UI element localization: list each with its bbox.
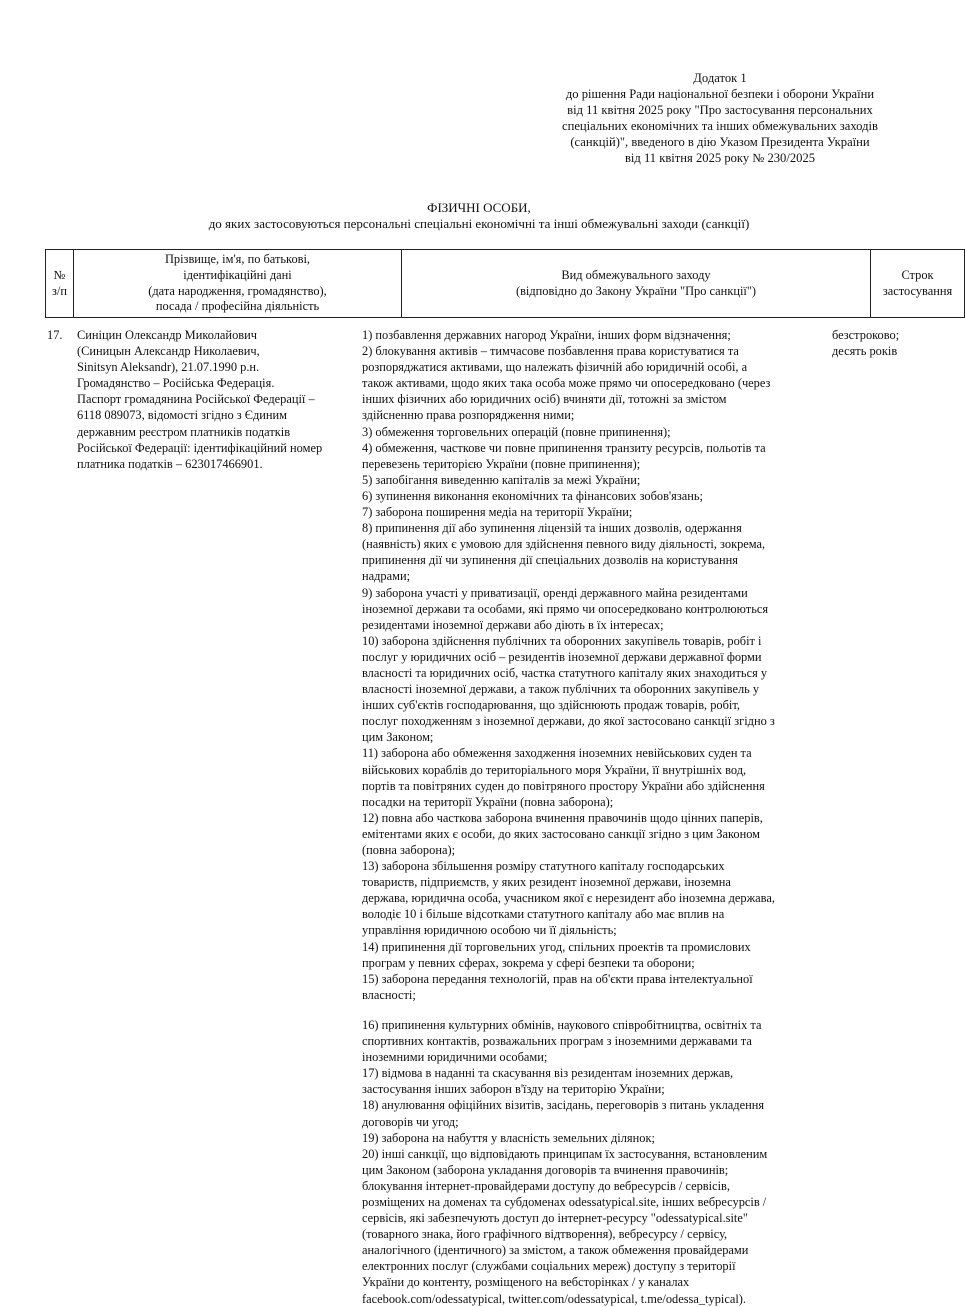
measure-line: військових кораблів до територіального моря України, її внутрішніх вод, xyxy=(362,762,747,777)
page-break-gap xyxy=(362,1003,842,1017)
measure-line: цим Законом (заборона укладання договорів та вчинення правочинів; xyxy=(362,1162,729,1177)
measure-line: іноземної держави та особами, які прямо чи опосередковано контролюються xyxy=(362,601,769,616)
header-number xyxy=(45,249,74,318)
person-line: Громадянство – Російська Федерація. xyxy=(77,376,275,391)
measure-line: 14) припинення дії торговельних угод, спільних проектів та промислових xyxy=(362,939,751,954)
measures-part-b xyxy=(362,1017,842,1307)
header-number-line: з/п xyxy=(52,283,67,298)
header-term-line: застосування xyxy=(882,283,953,298)
measure-line: володіє 10 і більше відсотками статутного капіталу або має вплив на xyxy=(362,907,725,922)
measure-line: держава, юридична особа, учасником якої є нерезидент або іноземна держава, xyxy=(362,891,775,906)
measure-line: розміщених на доменах та субдоменах odessatypical.site, інших вебресурсів / xyxy=(362,1194,767,1209)
measure-line: (товарного знака, його графічного відтворення), вебресурсу / сервісу, xyxy=(362,1227,728,1242)
measure-line: блокування інтернет-провайдерами доступу до вебресурсів / сервісів, xyxy=(362,1178,730,1193)
measure-line: також активами, щодо яких така особа може прямо чи опосередковано (через xyxy=(362,376,771,391)
person-line: (Синицын Александр Николаевич, xyxy=(77,344,260,359)
measure-line: 3) обмеження торговельних операцій (повне припинення); xyxy=(362,424,671,439)
measure-line: 19) заборона на набуття у власність земельних ділянок; xyxy=(362,1130,655,1145)
measure-line: власності іноземної держави, а також публічних та оборонних закупівель у xyxy=(362,682,760,697)
measure-line: 8) припинення дії або зупинення ліцензій та інших дозволів, одержання xyxy=(362,521,742,536)
measure-line: (наявність) яких є умовою для здійснення певного виду діяльності, зокрема, xyxy=(362,537,766,552)
term-line: безстроково; xyxy=(832,328,900,342)
measure-line: послуг походженням з іноземної держави, до якої застосовано санкції згідно з xyxy=(362,714,775,729)
measure-line: 20) інші санкції, що відповідають принципам їх застосування, встановленим xyxy=(362,1146,768,1161)
measure-line: управління юридичною особою чи її діяльність; xyxy=(362,923,617,938)
measure-line: здійсненню права розпорядження ними; xyxy=(362,408,575,423)
measure-line: 5) запобігання виведенню капіталів за межі України; xyxy=(362,472,641,487)
measure-line: цим Законом; xyxy=(362,730,434,745)
measure-line: 15) заборона передання технологій, прав на об'єкти права інтелектуальної xyxy=(362,971,753,986)
measure-line: 9) заборона участі у приватизації, оренді державного майна резидентами xyxy=(362,585,748,600)
measure-line: договорів чи угод; xyxy=(362,1114,459,1129)
header-name-line: (дата народження, громадянство), xyxy=(148,283,327,298)
measure-line: розпоряджатися активами, що належать фізичній або юридичній особі, а xyxy=(362,360,748,375)
person-line: державним реєстром платників податків xyxy=(77,424,291,439)
measure-line: програм у певних сферах, зокрема у сфері безпеки та оборони; xyxy=(362,955,695,970)
header-measure xyxy=(401,249,871,318)
header-name-line: ідентифікаційні дані xyxy=(183,267,292,282)
measure-line: послуг у юридичних осіб – резидентів іноземної держави державної форми xyxy=(362,649,762,664)
measure-line: перевезень територією України (повне припинення); xyxy=(362,456,641,471)
measure-line: 1) позбавлення державних нагород України, інших форм відзначення; xyxy=(362,328,731,342)
person-line: Sinitsyn Aleksandr), 21.07.1990 р.н. xyxy=(77,360,260,375)
person-line: Паспорт громадянина Російської Федерації – xyxy=(77,392,315,407)
document-title xyxy=(0,200,958,232)
appendix-block xyxy=(520,70,920,166)
term-details xyxy=(832,327,932,359)
appendix-line: Додаток 1 xyxy=(693,71,747,85)
measure-line: 13) заборона збільшення розміру статутного капіталу господарських xyxy=(362,859,725,874)
measure-line: 11) заборона або обмеження заходження іноземних невійськових суден та xyxy=(362,746,752,761)
measure-line: 7) заборона поширення медіа на території України; xyxy=(362,505,633,520)
measure-line: 4) обмеження, часткове чи повне припинення транзиту ресурсів, польотів та xyxy=(362,440,766,455)
appendix-line: (санкцій)", введеного в дію Указом Президента України xyxy=(570,135,870,149)
measure-line: України до контенту, розміщеного на вебсторінках / у каналах xyxy=(362,1275,690,1290)
measure-line: 12) повна або часткова заборона вчинення правочинів щодо цінних паперів, xyxy=(362,810,763,825)
person-line: Синіцин Олександр Миколайович xyxy=(77,328,257,342)
person-line: платника податків – 623017466901. xyxy=(77,456,263,471)
measure-line: 17) відмова в наданні та скасування віз резидентам іноземних держав, xyxy=(362,1066,734,1081)
measures-part-a xyxy=(362,327,842,1003)
measure-line: товариств, підприємств, у яких резидент іноземної держави, іноземна xyxy=(362,875,731,890)
header-name xyxy=(73,249,402,318)
header-measure-line: (відповідно до Закону України "Про санкції") xyxy=(515,283,757,298)
person-line: Російської Федерації: ідентифікаційний номер xyxy=(77,440,323,455)
measure-line: припинення дії чи зупинення дії спеціальних дозволів на користування xyxy=(362,553,738,568)
header-number-line: № xyxy=(53,267,66,282)
appendix-line: від 11 квітня 2025 року № 230/2025 xyxy=(624,151,816,165)
header-term-line: Строк xyxy=(901,267,934,282)
header-measure-line: Вид обмежувального заходу xyxy=(561,267,711,282)
measure-line: спортивних контактів, розважальних програм з іноземними державами та xyxy=(362,1034,752,1049)
measure-line: інших суб'єктів господарювання, що здійснюють продаж товарів, робіт, xyxy=(362,698,740,713)
header-name-line: Прізвище, ім'я, по батькові, xyxy=(164,251,311,266)
measure-line: 6) зупинення виконання економічних та фінансових зобов'язань; xyxy=(362,488,703,503)
measure-line: 16) припинення культурних обмінів, наукового співробітництва, освітніх та xyxy=(362,1017,762,1032)
measure-line: іноземними юридичними особами; xyxy=(362,1050,548,1065)
title-main: ФІЗИЧНІ ОСОБИ, xyxy=(427,200,531,215)
term-line: десять років xyxy=(832,344,898,359)
measure-line: власності та юридичних осіб, частка статутного капіталу яких знаходиться у xyxy=(362,665,768,680)
measure-line: резидентами іноземної держави або діють в їх інтересах; xyxy=(362,617,664,632)
measure-line: 10) заборона здійснення публічних та оборонних закупівель товарів, робіт і xyxy=(362,633,762,648)
person-details xyxy=(77,327,405,472)
row-number: 17. xyxy=(47,328,63,342)
appendix-line: до рішення Ради національної безпеки і оборони України xyxy=(565,87,875,101)
header-name-line: посада / професійна діяльність xyxy=(155,299,320,314)
appendix-line: від 11 квітня 2025 року "Про застосування персональних xyxy=(567,103,873,117)
measure-line: власності; xyxy=(362,987,416,1002)
measures-list xyxy=(362,327,842,1307)
measure-line: портів та повітряних суден до повітряного простору України або здійснення xyxy=(362,778,765,793)
measure-line: facebook.com/odessatypical, twitter.com/odessatypical, t.me/odessa_typical). xyxy=(362,1291,746,1306)
measure-line: сервісів, які забезпечують доступ до інтернет-ресурсу "odessatypical.site" xyxy=(362,1211,748,1226)
measure-line: електронних послуг (службами соціальних мереж) доступу з території xyxy=(362,1259,736,1274)
measure-line: інших фізичних або юридичних осіб) вчиняти дії, тотожні за змістом xyxy=(362,392,727,407)
title-sub: до яких застосовуються персональні спеціальні економічні та інші обмежувальні заходи (санкції) xyxy=(208,216,750,231)
appendix-line: спеціальних економічних та інших обмежувальних заходів xyxy=(562,119,878,133)
measure-line: 2) блокування активів – тимчасове позбавлення права користуватися та xyxy=(362,344,739,359)
measure-line: (повна заборона); xyxy=(362,843,456,857)
measure-line: емітентами яких є особи, до яких застосовано санкції згідно з цим Законом xyxy=(362,826,761,841)
measure-line: застосування інших заборон в'їзду на територію України; xyxy=(362,1082,665,1097)
measure-line: надрами; xyxy=(362,569,411,584)
person-line: 6118 089073, відомості згідно з Єдиним xyxy=(77,408,287,423)
header-term xyxy=(870,249,965,318)
measure-line: аналогічного (ідентичного) за змістом, а також обмеження провайдерами xyxy=(362,1243,749,1258)
measure-line: посадки на території України (повна заборона); xyxy=(362,794,614,809)
measure-line: 18) анулювання офіційних візитів, засідань, переговорів з питань укладення xyxy=(362,1098,765,1113)
